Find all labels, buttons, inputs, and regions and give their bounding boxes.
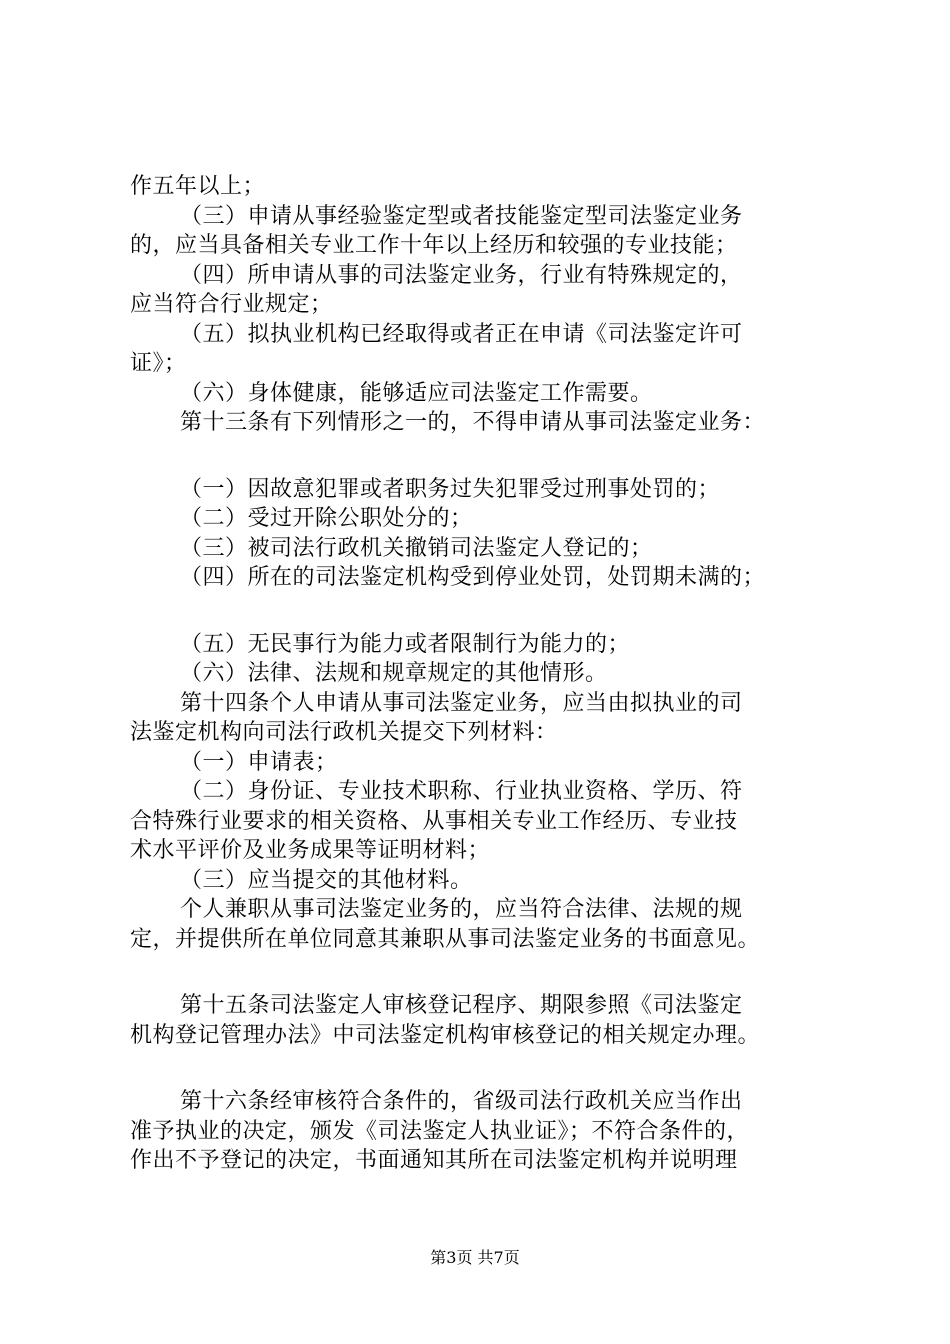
document-body: [130, 172, 850, 1176]
text-line: 个人兼职从事司法鉴定业务的，应当符合法律、法规的规: [180, 897, 743, 922]
text-line: 证》；: [130, 351, 187, 376]
article-13-heading: 第十三条有下列情形之一的，不得申请从事司法鉴定业务：: [180, 410, 766, 435]
text-line: （四）所在的司法鉴定机构受到停业处罚，处罚期未满的；: [180, 565, 766, 590]
text-line: （三）应当提交的其他材料。: [180, 867, 473, 893]
text-line: 准予执业的决定，颁发《司法鉴定人执业证》；不符合条件的，: [130, 1118, 750, 1144]
paragraph-gap: [130, 954, 850, 991]
paragraph-gap: [130, 1050, 850, 1087]
text-line: （二）受过开除公职处分的；: [180, 506, 473, 531]
page-number-footer: 第3页 共7页: [430, 1248, 520, 1267]
text-line: 作五年以上；: [130, 174, 266, 199]
text-line: （五）拟执业机构已经取得或者正在申请《司法鉴定许可: [180, 321, 743, 347]
text-line: 合特殊行业要求的相关资格、从事相关专业工作经历、专业技: [130, 808, 738, 834]
text-line: 作出不予登记的决定，书面通知其所在司法鉴定机构并说明理: [130, 1148, 738, 1173]
text-line: 法鉴定机构向司法行政机关提交下列材料：: [130, 720, 558, 745]
text-line: 的，应当具备相关专业工作十年以上经历和较强的专业技能；: [130, 233, 738, 258]
text-line: （三）被司法行政机关撤销司法鉴定人登记的；: [180, 535, 653, 561]
text-line: （一）申请表；: [180, 749, 338, 775]
text-line: 机构登记管理办法》中司法鉴定机构审核登记的相关规定办理。: [130, 1022, 761, 1048]
text-line: （二）身份证、专业技术职称、行业执业资格、学历、符: [180, 779, 743, 804]
text-line: 定，并提供所在单位同意其兼职从事司法鉴定业务的书面意见。: [130, 926, 761, 952]
text-line: 应当符合行业规定；: [130, 292, 333, 317]
text-line: （六）身体健康，能够适应司法鉴定工作需要。: [180, 380, 653, 406]
text-line: （三）申请从事经验鉴定型或者技能鉴定型司法鉴定业务: [180, 203, 743, 229]
article-15-heading: 第十五条司法鉴定人审核登记程序、期限参照《司法鉴定: [180, 993, 743, 1018]
text-line: （五）无民事行为能力或者限制行为能力的；: [180, 631, 631, 657]
text-line: （一）因故意犯罪或者职务过失犯罪受过刑事处罚的；: [180, 476, 721, 502]
article-16-heading: 第十六条经审核符合条件的，省级司法行政机关应当作出: [180, 1089, 743, 1114]
text-line: 术水平评价及业务成果等证明材料；: [130, 838, 491, 863]
paragraph-gap: [130, 438, 850, 475]
article-14-heading: 第十四条个人申请从事司法鉴定业务，应当由拟执业的司: [180, 690, 743, 716]
text-line: （六）法律、法规和规章规定的其他情形。: [180, 661, 608, 686]
paragraph-gap: [130, 593, 850, 630]
text-line: （四）所申请从事的司法鉴定业务，行业有特殊规定的，: [180, 262, 743, 288]
